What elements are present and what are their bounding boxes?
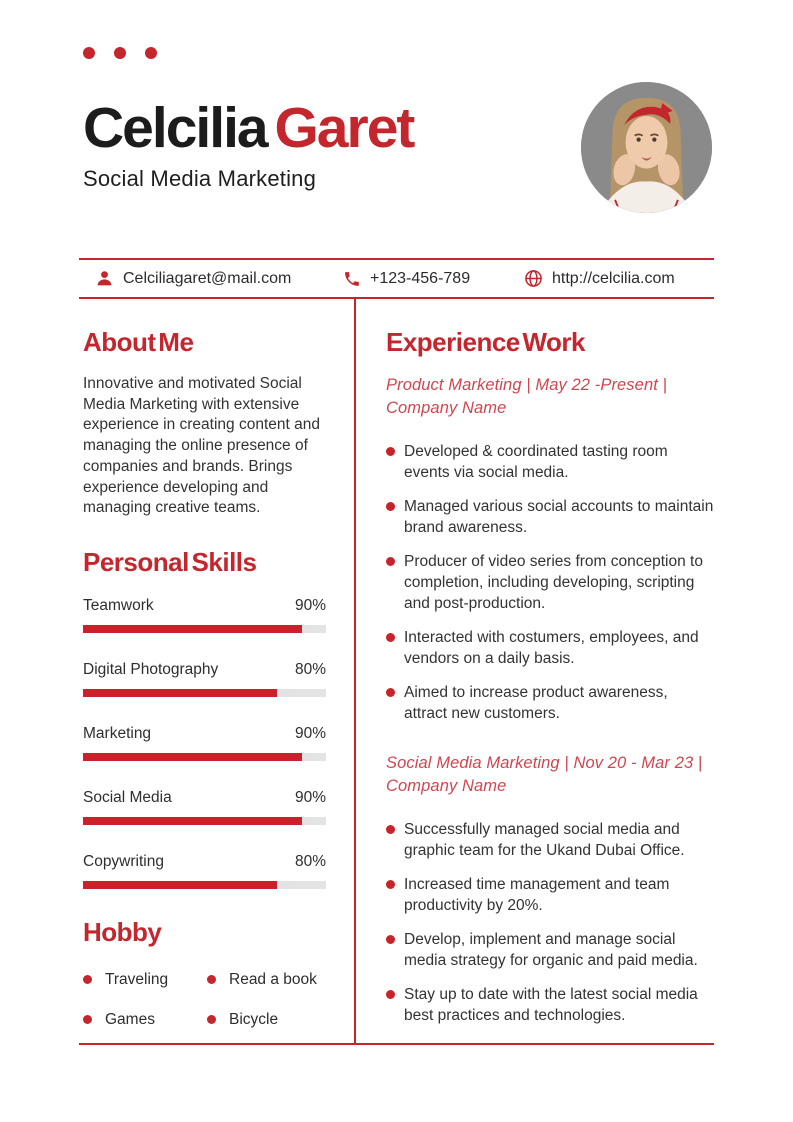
- skill-percent: 80%: [294, 852, 326, 870]
- about-text: Innovative and motivated Social Media Marketing with extensive experience in creating content and managing the online presence of companies and brands. Brings experience developing and managing creative teams.: [83, 375, 320, 517]
- columns: [79, 299, 714, 1043]
- skill-item: [83, 853, 326, 889]
- bullet-icon: [386, 633, 395, 642]
- section-title-about: About Me: [83, 327, 194, 357]
- job-bullet-text: Developed & coordinated tasting room events via social media.: [404, 443, 668, 481]
- avatar: [581, 82, 712, 213]
- bottom-divider: [79, 1043, 714, 1045]
- resume-content: [79, 47, 714, 1045]
- skill-percent: 80%: [294, 660, 326, 678]
- hobby-label: Games: [105, 1010, 155, 1028]
- job-bullet: [386, 551, 714, 614]
- avatar-illustration: [581, 82, 712, 213]
- job-bullet-text: Successfully managed social media and graphic team for the Ukand Dubai Office.: [404, 821, 685, 859]
- skill-percent: 90%: [294, 596, 326, 614]
- job-bullet-text: Develop, implement and manage social media strategy for organic and paid media.: [404, 931, 698, 969]
- hobby-label: Read a book: [229, 970, 317, 988]
- bullet-icon: [83, 975, 92, 984]
- job-bullet: [386, 819, 714, 861]
- section-title-skills: Personal Skills: [83, 546, 257, 577]
- bullet-icon: [386, 688, 395, 697]
- bullet-icon: [386, 557, 395, 566]
- skill-bar-fill: [83, 689, 277, 697]
- skill-label: Marketing: [83, 724, 152, 742]
- skill-bar-fill: [83, 881, 277, 889]
- job-bullet-text: Producer of video series from conception to completion, including developing, scripting and post-production.: [404, 553, 703, 612]
- job-bullet-text: Increased time management and team productivity by 20%.: [404, 876, 670, 914]
- job-bullet-text: Managed various social accounts to maintain brand awareness.: [404, 498, 714, 536]
- job-bullet: [386, 627, 714, 669]
- bullet-icon: [386, 880, 395, 889]
- contact-email-text: Celciliagaret@mail.com: [123, 269, 292, 287]
- decor-dot: [83, 47, 95, 59]
- section-title-hobby: Hobby: [83, 916, 162, 947]
- job-entry: [386, 374, 714, 724]
- skill-item: [83, 789, 326, 825]
- job-bullet: [386, 929, 714, 971]
- skill-item: [83, 661, 326, 697]
- skill-label: Teamwork: [83, 596, 154, 614]
- skill-bar-track: [83, 753, 326, 761]
- skill-bar-fill: [83, 753, 302, 761]
- left-column: [79, 299, 356, 1043]
- name-block: [83, 97, 413, 192]
- job-subtitle: Social Media Marketing: [83, 166, 317, 191]
- last-name: Garet: [274, 96, 414, 160]
- bullet-icon: [207, 1015, 216, 1024]
- decor-dot: [145, 47, 157, 59]
- contact-bar: [79, 258, 714, 299]
- hobby-item: [83, 1011, 207, 1029]
- hobby-list: [83, 971, 326, 1029]
- skill-bar-track: [83, 689, 326, 697]
- hobby-item: [83, 971, 207, 989]
- hobby-label: Traveling: [105, 970, 169, 988]
- job-bullet-list: [386, 441, 714, 724]
- skill-row: [83, 725, 326, 743]
- job-bullet: [386, 682, 714, 724]
- job-bullet: [386, 874, 714, 916]
- hobby-label: Bicycle: [229, 1010, 279, 1028]
- page-title: [83, 97, 413, 159]
- phone-icon: [342, 269, 361, 288]
- skill-bar-track: [83, 817, 326, 825]
- job-title: Social Media Marketing | Nov 20 - Mar 23 | Company Name: [386, 754, 703, 795]
- job-bullet-text: Interacted with costumers, employees, and vendors on a daily basis.: [404, 629, 699, 667]
- skill-row: [83, 853, 326, 871]
- skill-bar-track: [83, 881, 326, 889]
- job-bullet-list: [386, 819, 714, 1026]
- section-title-experience: Experience Work: [386, 327, 586, 357]
- bullet-icon: [386, 825, 395, 834]
- job-bullet: [386, 441, 714, 483]
- bullet-icon: [386, 502, 395, 511]
- job-bullet-text: Stay up to date with the latest social media best practices and technologies.: [404, 986, 698, 1024]
- skill-percent: 90%: [294, 724, 326, 742]
- skill-item: [83, 725, 326, 761]
- skill-percent: 90%: [294, 788, 326, 806]
- bullet-icon: [386, 935, 395, 944]
- header: [79, 97, 714, 213]
- contact-email: [79, 269, 342, 288]
- hobby-item: [207, 1011, 326, 1029]
- contact-phone-text: +123-456-789: [370, 269, 471, 287]
- contact-website: [524, 269, 714, 288]
- contact-phone: [342, 269, 524, 288]
- globe-icon: [524, 269, 543, 288]
- person-icon: [95, 269, 114, 288]
- skill-label: Social Media: [83, 788, 172, 806]
- job-title: Product Marketing | May 22 -Present | Company Name: [386, 376, 667, 417]
- right-column: [356, 299, 714, 1043]
- skill-item: [83, 597, 326, 633]
- first-name: Celcilia: [83, 96, 267, 160]
- skill-label: Copywriting: [83, 852, 164, 870]
- contact-website-text: http://celcilia.com: [552, 269, 675, 287]
- job-entry: [386, 752, 714, 1026]
- bullet-icon: [386, 990, 395, 999]
- skill-row: [83, 661, 326, 679]
- job-bullet-text: Aimed to increase product awareness, attract new customers.: [404, 684, 668, 722]
- decor-dot: [114, 47, 126, 59]
- skill-bar-fill: [83, 625, 302, 633]
- job-bullet: [386, 496, 714, 538]
- bullet-icon: [386, 447, 395, 456]
- skill-bar-track: [83, 625, 326, 633]
- skill-row: [83, 597, 326, 615]
- hobby-item: [207, 971, 326, 989]
- skill-label: Digital Photography: [83, 660, 219, 678]
- skill-row: [83, 789, 326, 807]
- skills-list: [83, 597, 326, 889]
- skill-bar-fill: [83, 817, 302, 825]
- job-bullet: [386, 984, 714, 1026]
- bullet-icon: [83, 1015, 92, 1024]
- bullet-icon: [207, 975, 216, 984]
- decor-dots: [83, 47, 714, 59]
